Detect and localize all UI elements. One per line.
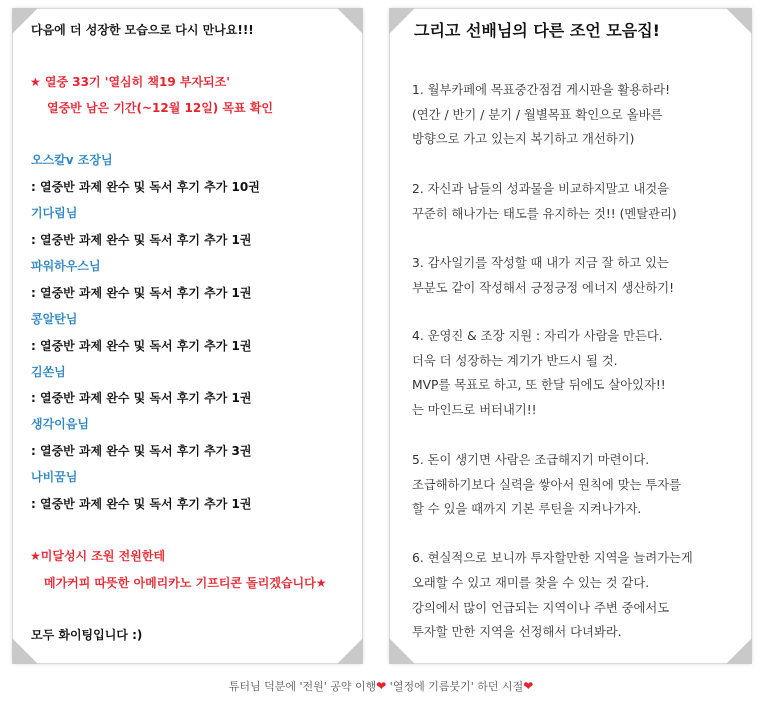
member-goal: : 열중반 과제 완수 및 독서 후기 추가 1권 (31, 339, 252, 353)
heart-icon: ❤ (523, 679, 534, 693)
tip-line: 부분도 같이 작성해서 긍정긍정 에너지 생산하기! (412, 281, 675, 295)
image-caption (0, 679, 762, 694)
advice-card-right (389, 8, 752, 664)
tip-line: 오래할 수 있고 재미를 찾을 수 있는 것 같다. (412, 576, 650, 590)
tip-line: 투자할 만한 지역을 선정해서 다녀봐라. (412, 625, 622, 639)
heart-icon: ❤ (376, 679, 387, 693)
advice-title: 그리고 선배님의 다른 조언 모음집! (414, 21, 660, 40)
corner-decoration (726, 638, 752, 664)
intro-text: 다음에 더 성장한 모습으로 다시 만나요!!! (31, 23, 254, 37)
tip-line: 조급해하기보다 실력을 쌓아서 원칙에 맞는 투자를 (412, 478, 681, 492)
tip-line: MVP를 목표로 하고, 또 한달 뒤에도 살아있자!! (412, 378, 666, 392)
member-name: 기다림님 (31, 206, 78, 220)
caption-text: 튜터님 덕분에 '전원' 공약 이행 (228, 680, 377, 693)
closing-text: 모두 화이팅입니다 :) (31, 628, 143, 642)
corner-decoration (726, 8, 752, 34)
promise-line: ★미달성시 조원 전원한테 (30, 549, 166, 563)
tip-line: 3. 감사일기를 작성할 때 내가 지금 잘 하고 있는 (412, 256, 669, 270)
tip-line: 2. 자신과 남들의 성과물을 비교하지말고 내것을 (412, 182, 669, 196)
tip-line: 1. 월부카페에 목표중간점검 게시판을 활용하라! (412, 83, 670, 97)
member-name: 김쏜님 (31, 365, 66, 379)
tip-line: 강의에서 많이 언급되는 지역이나 주변 중에서도 (412, 601, 670, 615)
member-goal: : 열중반 과제 완수 및 독서 후기 추가 1권 (31, 497, 252, 511)
member-name: 콩알탄님 (31, 312, 78, 326)
tip-line: 5. 돈이 생기면 사람은 조급해지기 마련이다. (412, 453, 650, 467)
tip-line: 방향으로 가고 있는지 복기하고 개선하기) (412, 132, 635, 146)
tip-line: 꾸준히 해나가는 태도를 유지하는 것!! (멘탈관리) (412, 207, 677, 221)
tip-line: 는 마인드로 버터내기!! (412, 403, 537, 417)
tip-line: 6. 현실적으로 보니까 투자할만한 지역을 늘려가는게 (412, 551, 693, 565)
member-name: 오스칼v 조장님 (31, 153, 113, 167)
corner-decoration (389, 638, 415, 664)
member-goal: : 열중반 과제 완수 및 독서 후기 추가 10권 (31, 180, 260, 194)
tip-line: 할 수 있을 때까지 기본 루틴을 지켜나가자. (412, 502, 642, 516)
caption-text: '열정에 기름붓기' 하던 시절 (386, 680, 524, 693)
member-goal: : 열중반 과제 완수 및 독서 후기 추가 1권 (31, 233, 252, 247)
member-goal: : 열중반 과제 완수 및 독서 후기 추가 1권 (31, 391, 252, 405)
corner-decoration (337, 638, 363, 664)
event-title: ★ 열중 33기 '열심히 책19 부자되조' (30, 75, 230, 89)
tip-line: 4. 운영진 & 조장 지원 : 자리가 사람을 만든다. (412, 329, 663, 343)
member-goal: : 열중반 과제 완수 및 독서 후기 추가 3권 (31, 444, 252, 458)
member-name: 나비꿈님 (31, 470, 78, 484)
member-name: 파워하우스님 (31, 259, 101, 273)
member-goal: : 열중반 과제 완수 및 독서 후기 추가 1권 (31, 286, 252, 300)
tip-line: (연간 / 반기 / 분기 / 월별목표 확인으로 올바른 (412, 108, 663, 122)
goal-card-left (12, 8, 363, 664)
tip-line: 더욱 더 성장하는 계기가 반드시 될 것. (412, 354, 618, 368)
corner-decoration (337, 8, 363, 34)
promise-line: 메가커피 따뜻한 아메리카노 기프티콘 돌리겠습니다★ (44, 576, 327, 590)
corner-decoration (389, 8, 415, 34)
member-name: 생각이음님 (31, 417, 89, 431)
event-subtitle: 열중반 남은 기간(~12월 12일) 목표 확인 (47, 101, 274, 115)
